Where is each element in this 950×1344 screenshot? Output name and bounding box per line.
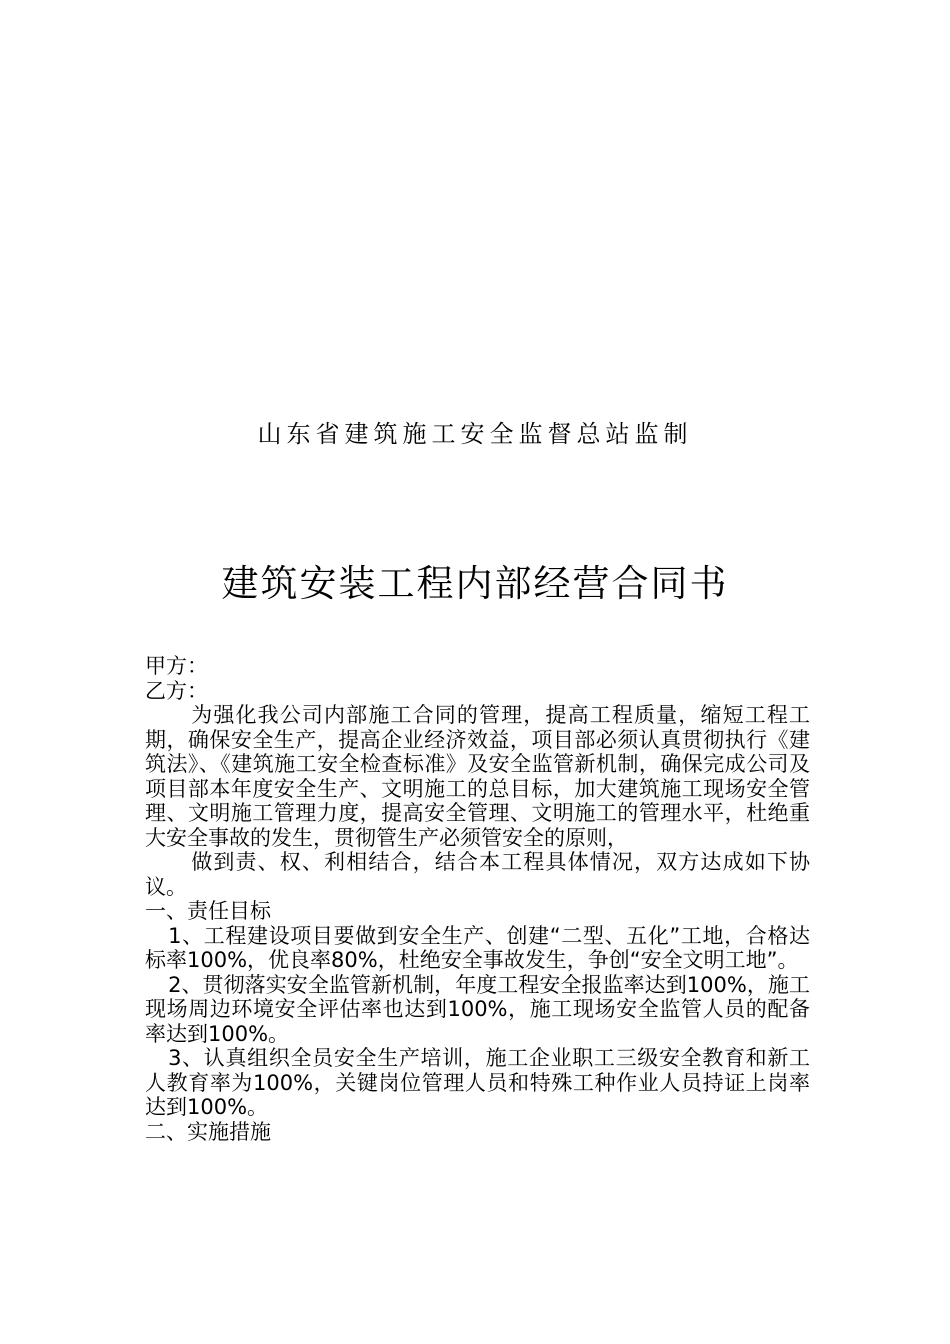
issuer-line: 山东省建筑施工安全监督总站监制 xyxy=(257,420,693,448)
document-body xyxy=(145,654,810,1144)
party-a-label: 甲方： xyxy=(145,654,208,678)
section-heading-responsibility-goals: 一、责任目标 xyxy=(145,899,271,923)
preamble-paragraph: 为强化我公司内部施工合同的管理，提高工程质量，缩短工程工期，确保安全生产，提高企业经济效益，项目部必须认真贯彻执行《建筑法》、《建筑施工安全检查标准》及安全监管新机制，确保完成公司及项目部本年度安全生产、文明施工的总目标，加大建筑施工现场安全管理、文明施工管理力度，提高安全管理、文明施工的管理水平，杜绝重大安全事故的发生，贯彻管生产必须管安全的原则， xyxy=(145,703,810,850)
goal-item-2: 2、贯彻落实安全监管新机制，年度工程安全报监率达到100%，施工现场周边环境安全评估率也达到100%，施工现场安全监管人员的配备率达到100%。 xyxy=(145,972,810,1046)
party-b-label: 乙方： xyxy=(145,678,208,703)
document-title: 建筑安装工程内部经营合同书 xyxy=(221,562,729,605)
goal-item-3: 3、认真组织全员安全生产培训，施工企业职工三级安全教育和新工人教育率为100%，关键岗位管理人员和特殊工种作业人员持证上岗率达到100%。 xyxy=(145,1046,810,1119)
goal-item-1: 1、工程建设项目要做到安全生产、创建“二型、五化”工地，合格达标率100%，优良率80%，杜绝安全事故发生，争创“安全文明工地”。 xyxy=(145,923,810,972)
section-heading-implementation-measures: 二、实施措施 xyxy=(145,1119,271,1144)
agreement-paragraph: 做到责、权、利相结合，结合本工程具体情况，双方达成如下协议。 xyxy=(145,850,810,899)
